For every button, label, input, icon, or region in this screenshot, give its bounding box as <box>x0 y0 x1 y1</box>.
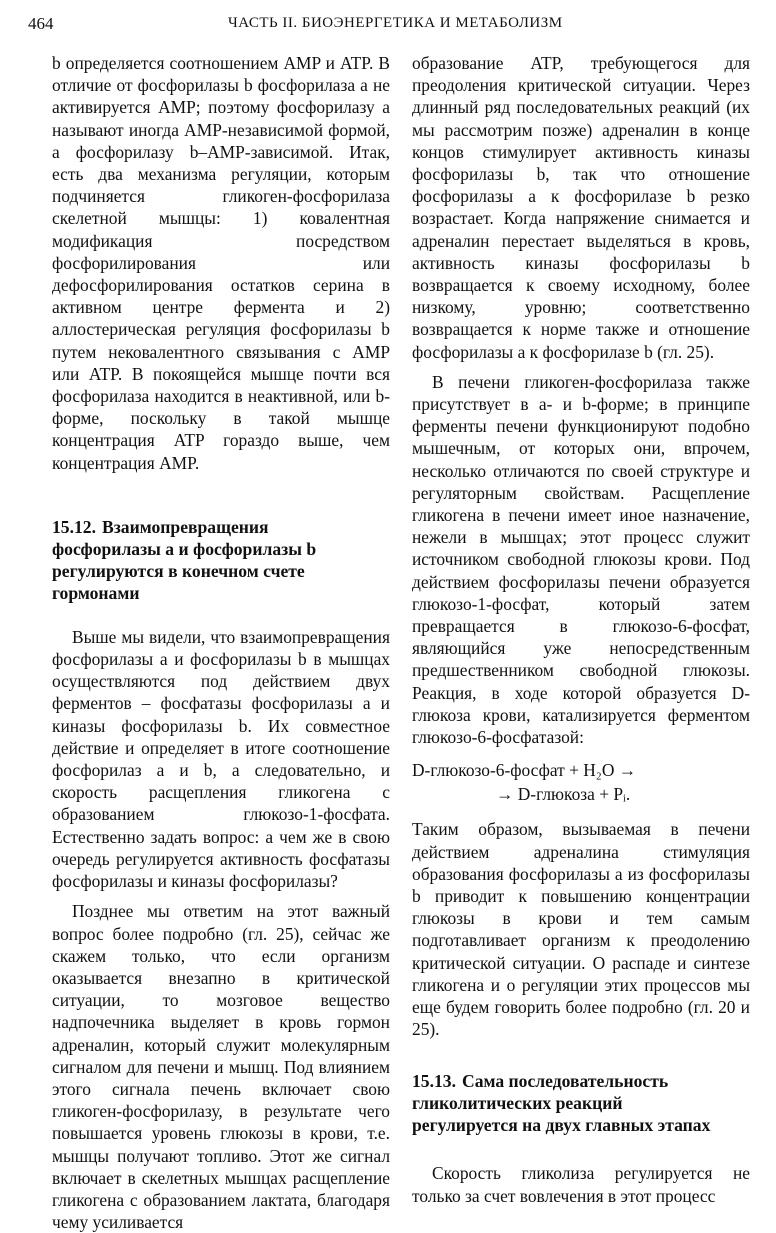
section-title: Взаимопревращения фосфорилазы a и фосфорилазы b регулируются в конечном счете гормонами <box>52 516 317 603</box>
section-heading <box>52 516 352 604</box>
paragraph: образование ATP, требующегося для преодоления критической ситуации. Через длинный ряд последовательных реакций (их мы рассмотрим позже) адреналин в конце концов стимулирует активность киназы фосфорилазы b, так что отношение фосфорилазы a к фосфорилазе b резко возрастает. Когда напряжение снимается и адреналин перестает выделяться в кровь, активность киназы фосфорилазы b возвращается к своему исходному, более низкому, уровню; соответственно возвращается к норме также и отношение фосфорилазы a к фосфорилазе b (гл. 25). <box>412 53 750 362</box>
reaction-equation <box>412 758 750 806</box>
left-column <box>52 52 390 1233</box>
section-number: 15.13. <box>412 1071 456 1092</box>
page-header <box>28 8 748 36</box>
equation-line-2: → D-глюкоза + Pᵢ. <box>496 784 631 805</box>
paragraph: Скорость гликолиза регулируется не только за счет вовлечения в этот процесс <box>412 1163 750 1206</box>
section-heading <box>412 1070 722 1136</box>
section-title: Сама последовательность гликолитических реакций регулируется на двух главных этапах <box>412 1071 711 1136</box>
page-number: 464 <box>28 14 54 33</box>
equation-line-1: D-глюкозо-6-фосфат + H₂O → <box>412 760 637 781</box>
paragraph: Позднее мы ответим на этот важный вопрос более подробно (гл. 25), сейчас же скажем только, что если организм оказывается внезапно в критической ситуации, то мозговое вещество надпочечника выделяет в кровь гормон адреналин, который служит молекулярным сигналом для печени и мышц. Под влиянием этого сигнала печень включает свою гликоген-фосфорилазу, в результате чего повышается уровень глюкозы в крови, т.е. мышцы получают топливо. Этот же сигнал включает в скелетных мышцах расщепление гликогена с образованием лактата, благодаря чему усиливается <box>52 901 390 1233</box>
paragraph: В печени гликоген-фосфорилаза также присутствует в a- и b-форме; в принципе ферменты печени функционируют подобно мышечным, от которых они, впрочем, несколько отличаются по своей структуре и регуляторным свойствам. Расщепление гликогена в печени имеет иное назначение, нежели в мышцах; этот процесс служит источником свободной глюкозы крови. Под действием фосфорилазы печени образуется глюкозо-1-фосфат, который затем превращается в глюкозо-6-фосфат, являющийся уже непосредственным предшественником свободной глюкозы. Реакция, в ходе которой образуется D-глюкоза крови, катализируется ферментом глюкозо-6-фосфатазой: <box>412 371 750 748</box>
running-head: ЧАСТЬ II. БИОЭНЕРГЕТИКА И МЕТАБОЛИЗМ <box>228 15 563 31</box>
paragraph: Таким образом, вызываемая в печени действием адреналина стимуляция образования фосфорилазы a из фосфорилазы b приводит к повышению концентрации глюкозы в крови и тем самым подготавливает организм к преодолению критической ситуации. О распаде и синтезе гликогена и о регуляции этих процессов мы еще будем говорить более подробно (гл. 20 и 25). <box>412 819 750 1040</box>
paragraph: b определяется соотношением AMP и ATP. В отличие от фосфорилазы b фосфорилаза a не активируется AMP; поэтому фосфорилазу a называют иногда AMP-независимой формой, а фосфорилазу b–AMP-зависимой. Итак, есть два механизма регуляции, которым подчиняется гликоген-фосфорилаза скелетной мышцы: 1) ковалентная модификация посредством фосфорилирования или дефосфорилирования остатков серина в активном центре фермента и 2) аллостерическая регуляция фосфорилазы b путем нековалентного связывания с AMP или ATP. В покоящейся мышце почти вся фосфорилаза находится в неактивной, или b-форме, поскольку в такой мышце концентрация ATP гораздо выше, чем концентрация AMP. <box>52 53 390 473</box>
right-column <box>412 52 750 1207</box>
paragraph: Выше мы видели, что взаимопревращения фосфорилазы a и фосфорилазы b в мышцах осуществляются под действием двух ферментов – фосфатазы фосфорилазы a и киназы фосфорилазы b. Их совместное действие и определяет в итоге соотношение фосфорилаз a и b, а следовательно, и скорость расщепления гликогена с образованием глюкозо-1-фосфата. Естественно задать вопрос: а чем же в свою очередь регулируется активность фосфатазы фосфорилазы и киназы фосфорилазы? <box>52 626 390 892</box>
section-number: 15.12. <box>52 516 96 537</box>
